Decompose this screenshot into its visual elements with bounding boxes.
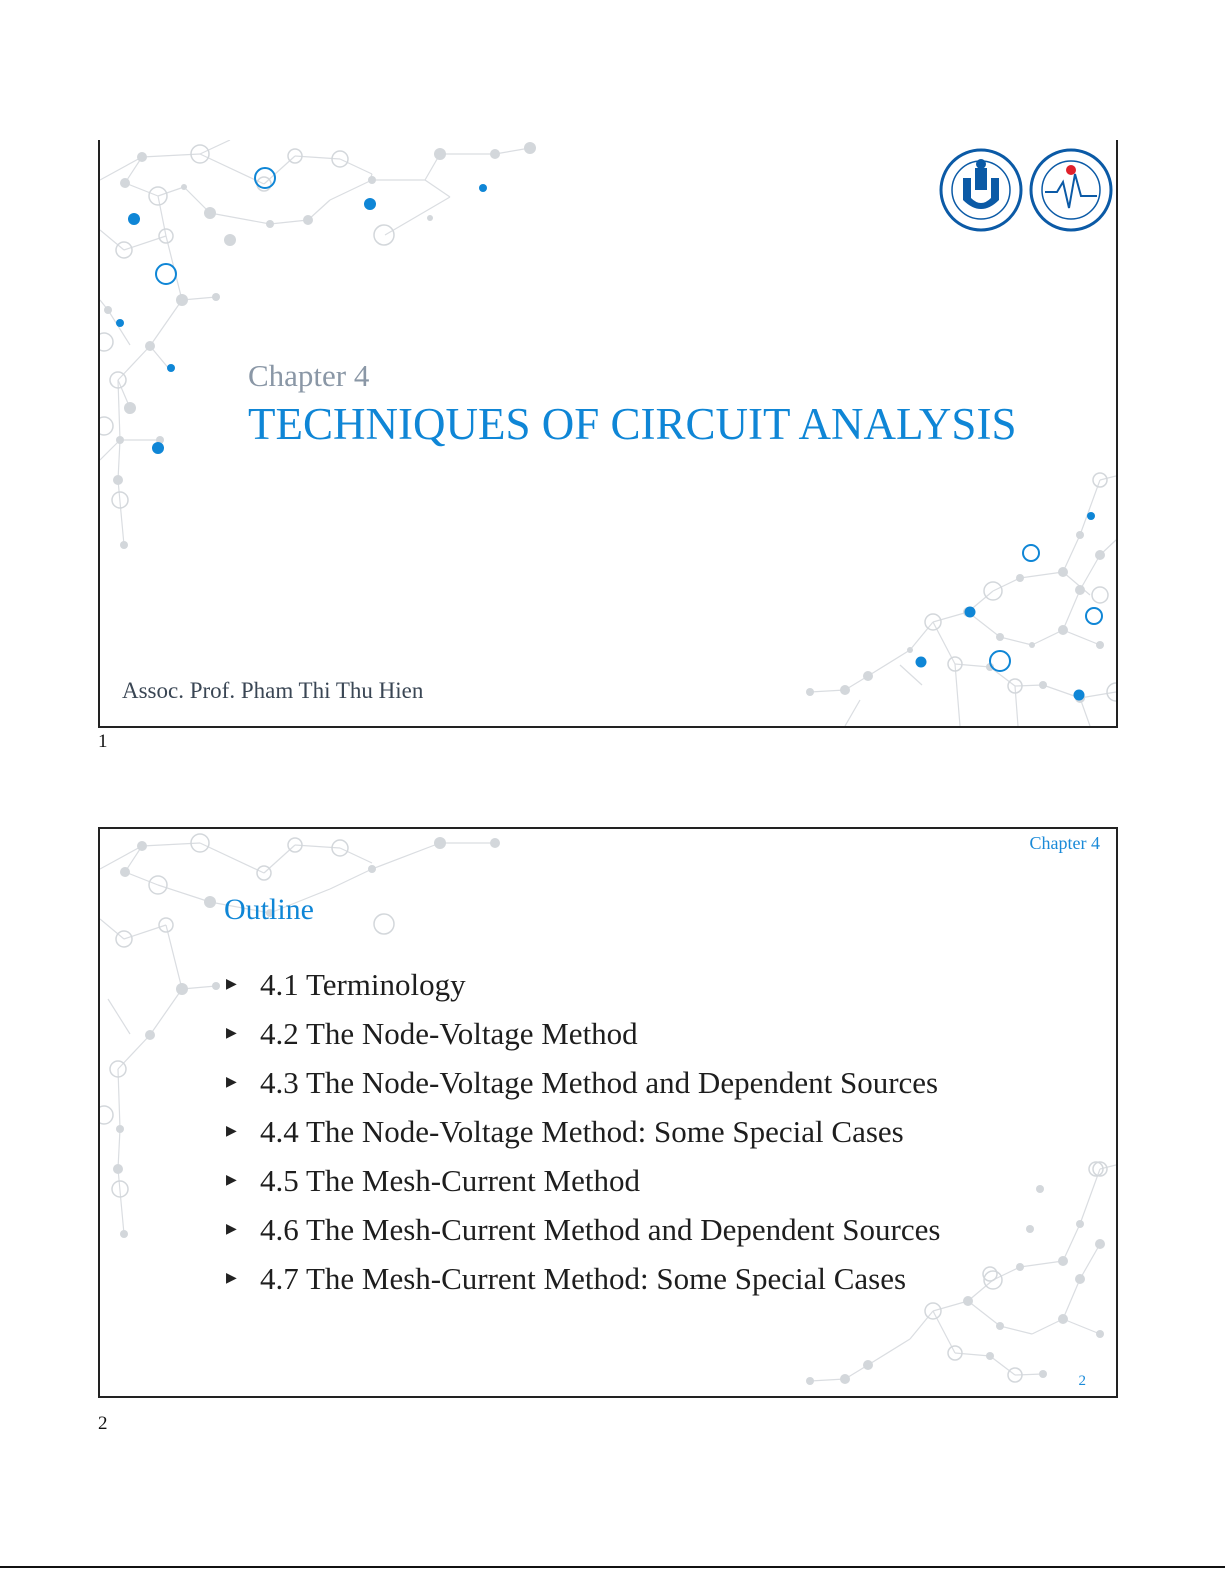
list-item [226,1210,940,1259]
outline-item-label: 4.3 The Node-Voltage Method and Dependent Sources [260,1065,939,1100]
outline-item-label: 4.5 The Mesh-Current Method [260,1163,640,1198]
list-item [226,1259,940,1308]
outline-list [226,965,940,1308]
outline-item-label: 4.4 The Node-Voltage Method: Some Special Cases [260,1114,904,1149]
bullet-arrow-icon: ▶ [226,1026,237,1041]
page-divider [0,1566,1225,1568]
list-item [226,1014,940,1063]
bullet-arrow-icon: ▶ [226,977,237,992]
bullet-arrow-icon: ▶ [226,1075,237,1090]
bullet-arrow-icon: ▶ [226,1222,237,1237]
outline-item-label: 4.1 Terminology [260,967,466,1002]
page-number: 1 [98,731,108,752]
biomedical-engineering-seal-icon [1031,150,1111,230]
chapter-corner-label: Chapter 4 [1029,833,1100,853]
author-name: Assoc. Prof. Pham Thi Thu Hien [122,678,424,703]
outline-item-label: 4.7 The Mesh-Current Method: Some Special Cases [260,1261,907,1296]
logo-seals-icon [939,148,1114,232]
outline-item-label: 4.6 The Mesh-Current Method and Dependent Sources [260,1212,941,1247]
title-slide [98,140,1118,728]
hcmiu-university-seal-icon [941,150,1021,230]
list-item [226,1063,940,1112]
bullet-arrow-icon: ▶ [226,1124,237,1139]
bullet-arrow-icon: ▶ [226,1173,237,1188]
page-number: 2 [98,1413,108,1434]
outline-slide [98,827,1118,1398]
outline-item-label: 4.2 The Node-Voltage Method [260,1016,638,1051]
list-item [226,1161,940,1210]
list-item [226,965,940,1014]
bullet-arrow-icon: ▶ [226,1271,237,1286]
outline-heading: Outline [224,893,314,926]
slide-title: TECHNIQUES OF CIRCUIT ANALYSIS [248,399,1017,449]
university-logos [939,148,1114,232]
list-item [226,1112,940,1161]
chapter-label: Chapter 4 [248,358,370,393]
slide-number: 2 [1078,1373,1086,1389]
